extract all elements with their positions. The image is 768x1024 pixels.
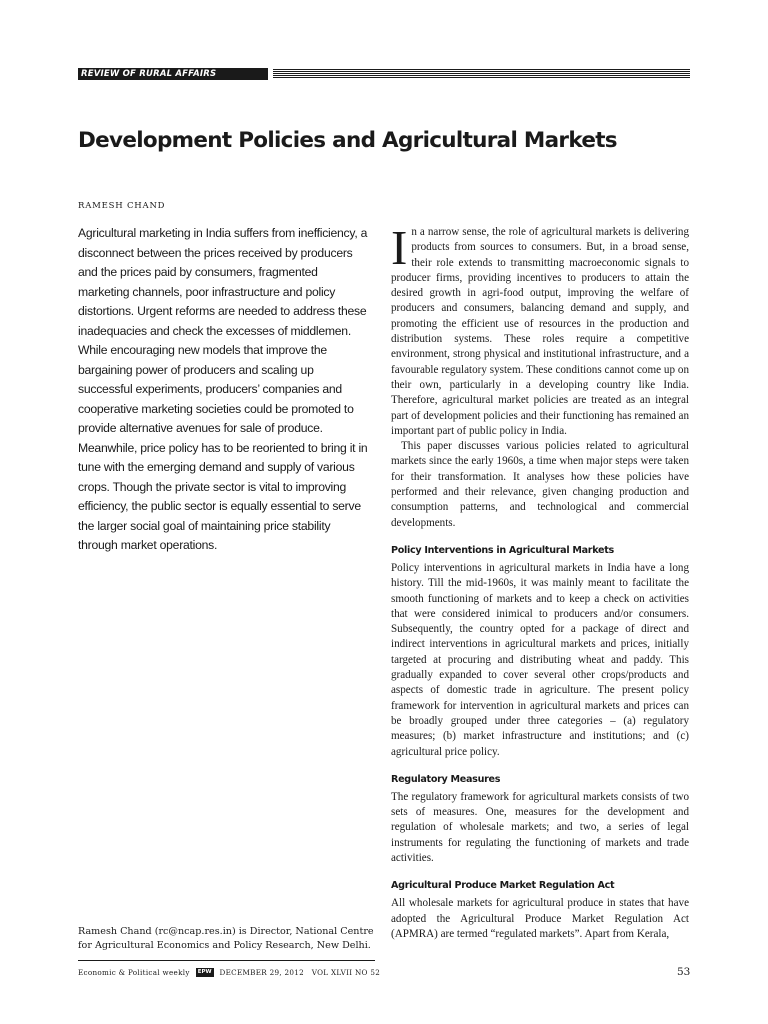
article-title: Development Policies and Agricultural Markets [78,128,617,153]
body-paragraph-intro [391,220,689,439]
article-body [391,220,689,942]
page-number: 53 [677,966,691,978]
section-rules-divider [273,69,690,79]
journal-name: Economic & Political weekly [78,968,190,977]
body-paragraph: All wholesale markets for agricultural produce in states that have adopted the Agricultural Produce Market Regulation Act (APMRA) are termed “regulated markets”. Apart from Kerala, [391,897,689,940]
footer-divider [78,960,375,961]
author-name: RAMESH CHAND [78,201,166,211]
page-footer [78,968,380,977]
drop-cap: I [391,220,408,275]
author-note: Ramesh Chand (rc@ncap.res.in) is Director, National Centre for Agricultural Economics and Policy Research, New Delhi. [78,926,374,951]
section-heading-policy-interventions: Policy Interventions in Agricultural Markets [391,544,614,556]
issue-date-volume: DECEMBER 29, 2012 VOL XLVII NO 52 [219,968,381,977]
body-paragraph: This paper discusses various policies related to agricultural markets since the early 1960s, a time when major steps were taken for their transformation. It analyses how these policies have performed and their relevance, given changing production and consumption patterns, and technological and commercial developments. [391,440,689,529]
section-header-bar [78,68,690,80]
body-paragraph: The regulatory framework for agricultural markets consists of two sets of measures. One, measures for the development and regulation of wholesale markets; and two, a series of legal instruments for regulating the functioning of markets and trade activities. [391,790,689,864]
section-heading-regulatory-measures: Regulatory Measures [391,773,501,785]
epw-logo: EPW [197,969,212,975]
abstract: Agricultural marketing in India suffers from inefficiency, a disconnect between the prices received by producers and the prices paid by consumers, fragmented marketing channels, poor infrastructure and policy distortions. Urgent reforms are needed to address these inadequacies and check the excesses of middlemen. While encouraging new models that improve the bargaining power of producers and scaling up successful experiments, producers’ companies and cooperative marketing societies could be promoted to provide alternative avenues for sale of produce. Meanwhile, price policy has to be reoriented to bring it in tune with the emerging demand and supply of various crops. Though the private sector is vital to improving efficiency, the public sector is equally essential to serve the larger social goal of maintaining price stability through market operations. [78,226,368,552]
intro-text: n a narrow sense, the role of agricultural markets is delivering products from sources to consumers. But, in a broad sense, their role extends to transmitting macroeconomic signals to producer firms, providing incentives to producers to attain the desired growth in agri-food output, improving the welfare of producers and consumers, balancing demand and supply, and promoting the efficient use of resources in the production and distribution systems. These roles require a competitive environment, strong physical and institutional infrastructure, and a favourable regulatory system. These conditions cannot come up on their own, particularly in a developing country like India. Therefore, agricultural market policies are treated as an integral part of development policies and their functioning has remained an important part of public policy in India. [391,226,689,437]
body-paragraph: Policy interventions in agricultural markets in India have a long history. Till the mid-1960s, it was mainly meant to facilitate the smooth functioning of markets and to keep a check on activities that were considered inimical to producers and/or consumers. Subsequently, the country opted for a package of direct and indirect interventions in agricultural markets and prices, initially targeted at procuring and distributing wheat and paddy. This gradually expanded to cover several other crops/products and aspects of domestic trade in agriculture. The present policy framework for intervention in agricultural markets and prices can be broadly grouped under three categories – (a) regulatory measures; (b) market infrastructure and institutions; and (c) agricultural price policy. [391,561,689,758]
section-heading-apmra: Agricultural Produce Market Regulation Act [391,880,615,892]
section-label: REVIEW OF RURAL AFFAIRS [78,68,268,80]
